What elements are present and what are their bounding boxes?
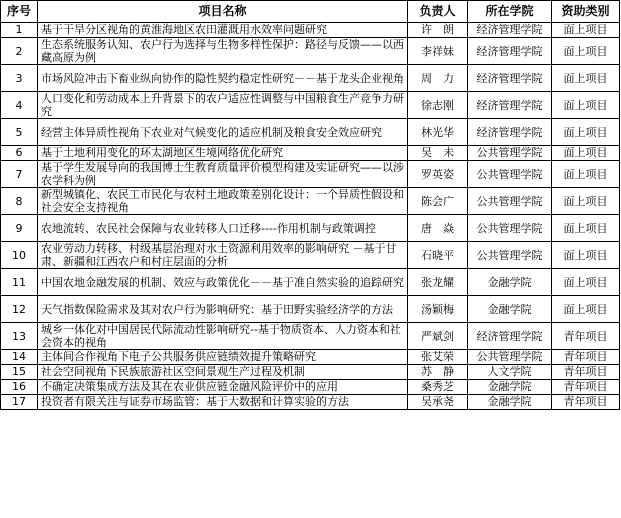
cell-no: 9 [1, 215, 38, 242]
cell-leader: 张龙耀 [408, 269, 468, 296]
cell-college: 金融学院 [468, 269, 552, 296]
cell-name: 不确定决策集成方法及其在农业供应链金融风险评价中的应用 [38, 380, 408, 395]
table-row [1, 161, 620, 188]
cell-category: 面上项目 [552, 269, 620, 296]
cell-category: 面上项目 [552, 188, 620, 215]
cell-college: 人文学院 [468, 365, 552, 380]
cell-leader: 李祥妹 [408, 38, 468, 65]
cell-leader: 桑秀芝 [408, 380, 468, 395]
cell-leader: 陈会广 [408, 188, 468, 215]
cell-category: 面上项目 [552, 23, 620, 38]
cell-no: 3 [1, 65, 38, 92]
cell-no: 11 [1, 269, 38, 296]
cell-category: 面上项目 [552, 242, 620, 269]
cell-leader: 徐志刚 [408, 92, 468, 119]
cell-category: 青年项目 [552, 365, 620, 380]
cell-category: 青年项目 [552, 350, 620, 365]
cell-category: 面上项目 [552, 119, 620, 146]
cell-leader: 周 力 [408, 65, 468, 92]
cell-no: 5 [1, 119, 38, 146]
cell-college: 公共管理学院 [468, 161, 552, 188]
cell-name: 中国农地金融发展的机制、效应与政策优化－－基于准自然实验的追踪研究 [38, 269, 408, 296]
cell-name: 投资者有限关注与证券市场监管：基于大数据和计算实验的方法 [38, 395, 408, 410]
cell-category: 面上项目 [552, 146, 620, 161]
table-row [1, 146, 620, 161]
cell-college: 公共管理学院 [468, 146, 552, 161]
header-leader: 负责人 [408, 1, 468, 23]
cell-name: 社会空间视角下民族旅游社区空间景观生产过程及机制 [38, 365, 408, 380]
cell-name: 农地流转、农民社会保障与农业转移人口迁移----作用机制与政策调控 [38, 215, 408, 242]
cell-college: 金融学院 [468, 395, 552, 410]
cell-no: 8 [1, 188, 38, 215]
cell-no: 6 [1, 146, 38, 161]
cell-college: 经济管理学院 [468, 323, 552, 350]
cell-leader: 石晓平 [408, 242, 468, 269]
cell-leader: 唐 焱 [408, 215, 468, 242]
cell-no: 4 [1, 92, 38, 119]
cell-category: 青年项目 [552, 380, 620, 395]
cell-no: 7 [1, 161, 38, 188]
cell-name: 天气指数保险需求及其对农户行为影响研究：基于田野实验经济学的方法 [38, 296, 408, 323]
cell-college: 金融学院 [468, 380, 552, 395]
table-row [1, 380, 620, 395]
table-row [1, 242, 620, 269]
cell-name: 基于干旱分区视角的黄淮海地区农田灌溉用水效率问题研究 [38, 23, 408, 38]
cell-no: 13 [1, 323, 38, 350]
cell-college: 经济管理学院 [468, 65, 552, 92]
cell-category: 面上项目 [552, 65, 620, 92]
table-row [1, 119, 620, 146]
cell-college: 公共管理学院 [468, 188, 552, 215]
cell-no: 17 [1, 395, 38, 410]
table-row [1, 395, 620, 410]
cell-name: 农业劳动力转移、村级基层治理对水土资源利用效率的影响研究 －基于甘肃、新疆和江西农户和村庄层面的分析 [38, 242, 408, 269]
table-row [1, 215, 620, 242]
cell-college: 公共管理学院 [468, 242, 552, 269]
cell-category: 面上项目 [552, 215, 620, 242]
cell-category: 面上项目 [552, 92, 620, 119]
table-row [1, 65, 620, 92]
header-name: 项目名称 [38, 1, 408, 23]
cell-no: 12 [1, 296, 38, 323]
cell-leader: 林光华 [408, 119, 468, 146]
cell-leader: 张艾荣 [408, 350, 468, 365]
cell-college: 公共管理学院 [468, 215, 552, 242]
cell-no: 2 [1, 38, 38, 65]
cell-college: 金融学院 [468, 296, 552, 323]
cell-no: 10 [1, 242, 38, 269]
cell-category: 面上项目 [552, 38, 620, 65]
cell-name: 新型城镇化、农民工市民化与农村土地政策差别化设计：一个异质性假设和社会安全支持视角 [38, 188, 408, 215]
cell-no: 16 [1, 380, 38, 395]
header-row [1, 1, 620, 23]
table-row [1, 323, 620, 350]
cell-college: 经济管理学院 [468, 92, 552, 119]
cell-college: 经济管理学院 [468, 119, 552, 146]
cell-leader: 苏 静 [408, 365, 468, 380]
cell-leader: 汤颖梅 [408, 296, 468, 323]
table-row [1, 23, 620, 38]
cell-leader: 严斌剑 [408, 323, 468, 350]
header-no: 序号 [1, 1, 38, 23]
cell-category: 青年项目 [552, 395, 620, 410]
cell-category: 面上项目 [552, 161, 620, 188]
cell-category: 面上项目 [552, 296, 620, 323]
cell-college: 经济管理学院 [468, 23, 552, 38]
cell-category: 青年项目 [552, 323, 620, 350]
table-row [1, 296, 620, 323]
cell-no: 1 [1, 23, 38, 38]
cell-no: 14 [1, 350, 38, 365]
cell-name: 基于学生发展导向的我国博士生教育质量评价模型构建及实证研究——以涉农学科为例 [38, 161, 408, 188]
table-row [1, 92, 620, 119]
cell-name: 城乡一体化对中国居民代际流动性影响研究--基于物质资本、人力资本和社会资本的视角 [38, 323, 408, 350]
cell-college: 经济管理学院 [468, 38, 552, 65]
table-row [1, 188, 620, 215]
cell-name: 基于土地利用变化的环太湖地区生境网络优化研究 [38, 146, 408, 161]
cell-leader: 吴 未 [408, 146, 468, 161]
cell-college: 公共管理学院 [468, 350, 552, 365]
cell-name: 主体间合作视角下电子公共服务供应链绩效提升策略研究 [38, 350, 408, 365]
cell-leader: 罗英姿 [408, 161, 468, 188]
cell-name: 市场风险冲击下畜业纵向协作的隐性契约稳定性研究－－基于龙头企业视角 [38, 65, 408, 92]
cell-leader: 吴承尧 [408, 395, 468, 410]
table-row [1, 350, 620, 365]
cell-name: 经营主体异质性视角下农业对气候变化的适应机制及粮食安全效应研究 [38, 119, 408, 146]
table-row [1, 38, 620, 65]
header-category: 资助类别 [552, 1, 620, 23]
table-row [1, 365, 620, 380]
cell-leader: 许 朗 [408, 23, 468, 38]
cell-no: 15 [1, 365, 38, 380]
header-college: 所在学院 [468, 1, 552, 23]
cell-name: 生态系统服务认知、农户行为选择与生物多样性保护：路径与反馈——以西藏高原为例 [38, 38, 408, 65]
table-row [1, 269, 620, 296]
cell-name: 人口变化和劳动成本上升背景下的农户适应性调整与中国粮食生产竞争力研究 [38, 92, 408, 119]
